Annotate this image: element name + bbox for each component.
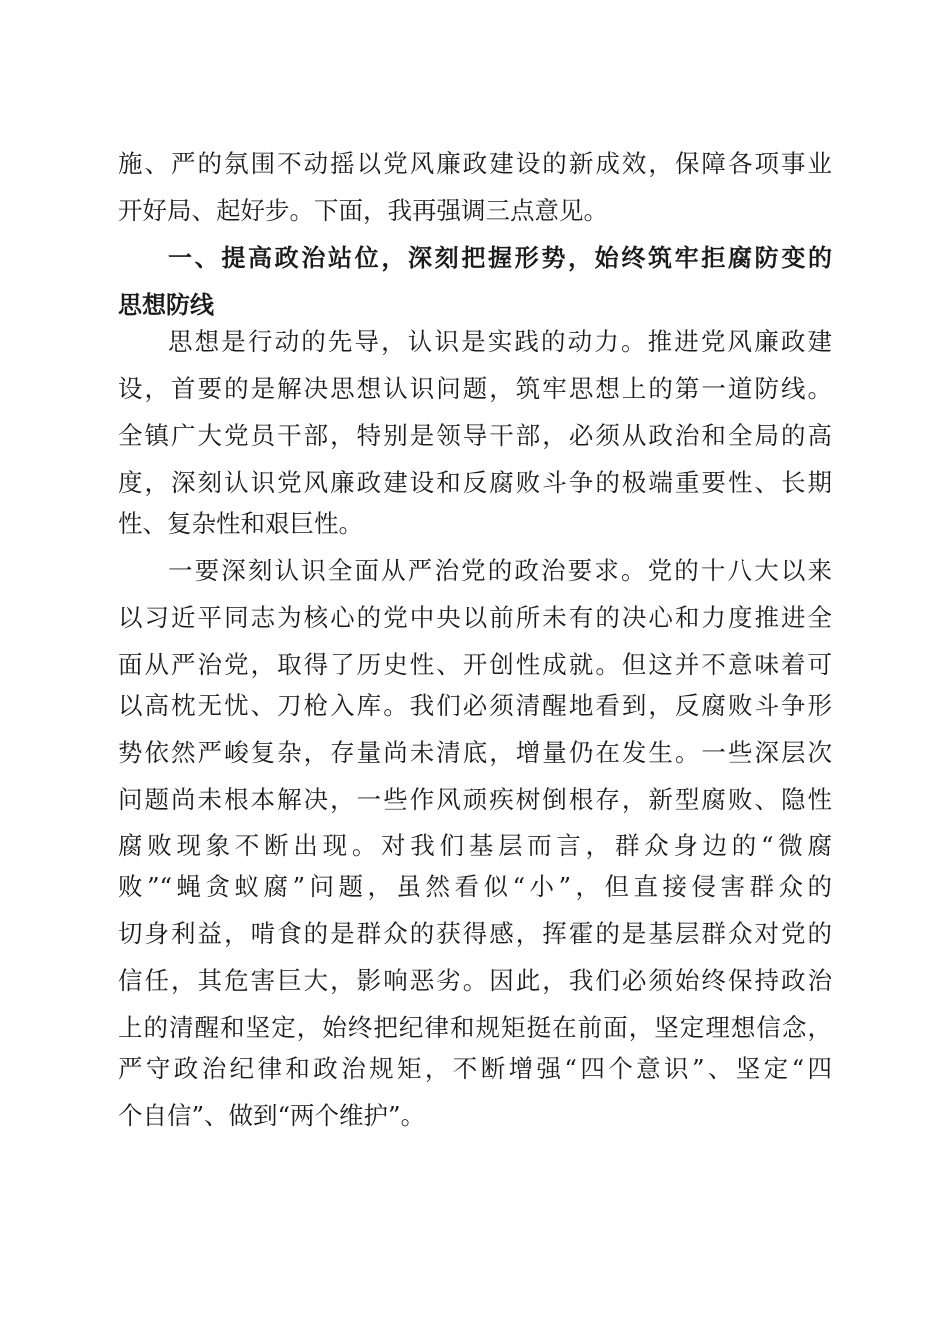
section-heading-continued: 思想防线 — [118, 291, 214, 319]
body-text-line: 施、严的氛围不动摇以党风廉政建设的新成效，保障各项事业 — [118, 149, 832, 178]
body-text-line: 性、复杂性和艰巨性。 — [118, 509, 363, 538]
body-text-line: 面从严治党，取得了历史性、开创性成就。但这并不意味着可 — [118, 650, 832, 679]
body-text-line: 一要深刻认识全面从严治党的政治要求。党的十八大以来 — [168, 556, 832, 585]
body-text-line: 严守政治纪律和政治规矩，不断增强“四个意识”、坚定“四 — [118, 1054, 832, 1083]
body-text-line: 个自信”、做到“两个维护”。 — [118, 1101, 426, 1130]
body-text-line: 全镇广大党员干部，特别是领导干部，必须从政治和全局的高 — [118, 421, 832, 450]
body-text-line: 问题尚未根本解决，一些作风顽疾树倒根存，新型腐败、隐性 — [118, 785, 832, 814]
section-heading: 一、提高政治站位，深刻把握形势，始终筑牢拒腐防变的 — [168, 244, 832, 272]
body-text-line: 败”“蝇贪蚁腐”问题，虽然看似“小”，但直接侵害群众的 — [118, 872, 832, 901]
body-text-line: 切身利益，啃食的是群众的获得感，挥霍的是基层群众对党的 — [118, 919, 832, 948]
body-text-line: 思想是行动的先导，认识是实践的动力。推进党风廉政建 — [168, 327, 832, 356]
body-text-line: 以习近平同志为核心的党中央以前所未有的决心和力度推进全 — [118, 603, 832, 632]
body-text-line: 度，深刻认识党风廉政建设和反腐败斗争的极端重要性、长期 — [118, 468, 832, 497]
body-text-line: 上的清醒和坚定，始终把纪律和规矩挺在前面，坚定理想信念， — [118, 1013, 832, 1042]
body-text-line: 以高枕无忧、刀枪入库。我们必须清醒地看到，反腐败斗争形 — [118, 691, 832, 720]
body-text-line: 开好局、起好步。下面，我再强调三点意见。 — [118, 196, 608, 225]
body-text-line: 势依然严峻复杂，存量尚未清底，增量仍在发生。一些深层次 — [118, 738, 832, 767]
body-text-line: 腐败现象不断出现。对我们基层而言，群众身边的“微腐 — [118, 831, 832, 860]
body-text-line: 设，首要的是解决思想认识问题，筑牢思想上的第一道防线。 — [118, 374, 832, 403]
body-text-line: 信任，其危害巨大，影响恶劣。因此，我们必须始终保持政治 — [118, 966, 832, 995]
